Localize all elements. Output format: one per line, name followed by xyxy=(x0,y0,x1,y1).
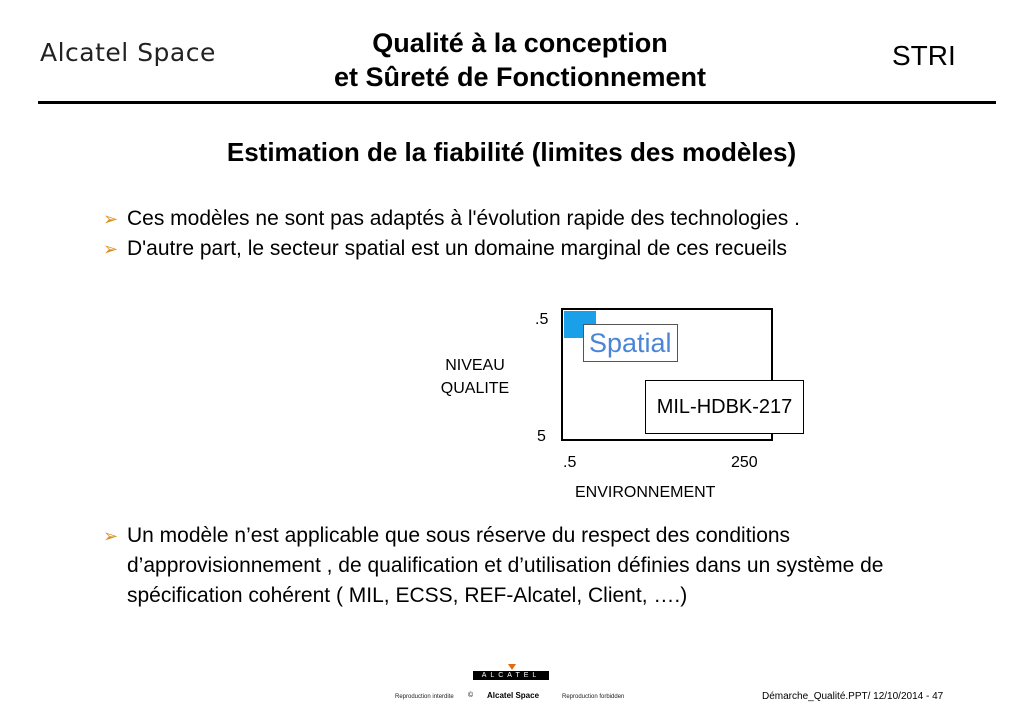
footer-brand: Alcatel Space xyxy=(487,691,540,700)
y-axis-bottom-label: 5 xyxy=(537,428,546,445)
y-axis-title-line-2: QUALITE xyxy=(440,380,510,397)
slide-title xyxy=(260,26,780,94)
slide-subtitle: Estimation de la fiabilité (limites des modèles) xyxy=(226,137,797,167)
department-tag: STRI xyxy=(892,40,956,71)
y-axis-top-label: .5 xyxy=(535,311,549,328)
logo-wordmark: ALCATEL xyxy=(473,671,549,680)
title-line-1: Qualité à la conception xyxy=(372,28,668,58)
bullet-item xyxy=(103,236,787,262)
logo-triangle-icon xyxy=(508,664,516,670)
document-reference: Démarche_Qualité.PPT/ 12/10/2014 - 47 xyxy=(762,691,944,702)
x-axis-title: ENVIRONNEMENT xyxy=(575,484,716,501)
mil-hdbk-label-box: MIL-HDBK-217 xyxy=(645,380,804,434)
title-line-2: et Sûreté de Fonctionnement xyxy=(333,62,707,92)
arrow-bullet-icon: ➢ xyxy=(103,239,119,259)
alcatel-space-logo: Alcatel Space xyxy=(40,38,216,67)
footer-left-notice: Reproduction interdite xyxy=(395,694,454,700)
header-divider xyxy=(38,101,996,104)
spatial-label-box: Spatial xyxy=(583,324,678,362)
footer-right-notice: Reproduction forbidden xyxy=(562,694,625,700)
x-axis-left-label: .5 xyxy=(563,454,577,471)
x-axis-right-label: 250 xyxy=(731,454,758,471)
y-axis-title-line-1: NIVEAU xyxy=(445,357,505,374)
bullet-text: Un modèle n’est applicable que sous réserve du respect des conditions d’approvisionnement , de qualification et d’utilisation définies dans un système de spécification cohérent ( MIL, ECSS, REF-Alcatel, Client, ….) xyxy=(127,524,884,607)
arrow-bullet-icon: ➢ xyxy=(103,209,119,229)
bullet-item xyxy=(103,206,800,232)
alcatel-footer-logo xyxy=(473,664,549,680)
arrow-bullet-icon: ➢ xyxy=(103,526,119,546)
bullet-item xyxy=(103,521,983,611)
copyright-symbol: © xyxy=(468,692,474,699)
y-axis-title xyxy=(425,354,525,400)
bullet-text: Ces modèles ne sont pas adaptés à l'évolution rapide des technologies . xyxy=(127,207,800,230)
bullet-text: D'autre part, le secteur spatial est un domaine marginal de ces recueils xyxy=(127,237,788,260)
